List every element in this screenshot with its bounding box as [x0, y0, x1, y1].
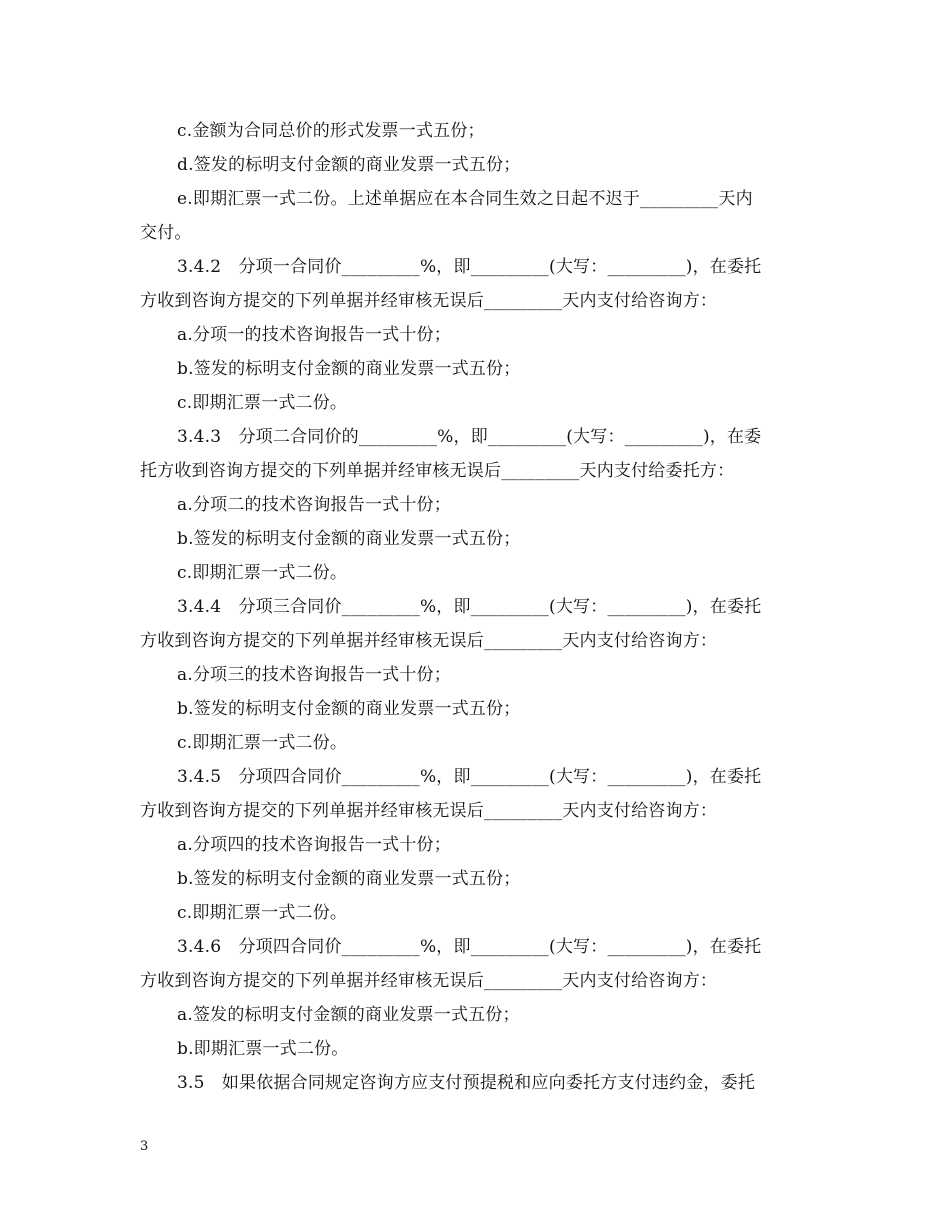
list-item: b.签发的标明支付金额的商业发票一式五份；	[177, 359, 521, 379]
list-item: a.签发的标明支付金额的商业发票一式五份；	[177, 1005, 520, 1025]
list-item: a.分项一的技术咨询报告一式十份；	[177, 325, 451, 345]
text-line: 交付。	[140, 223, 192, 243]
list-item: b.签发的标明支付金额的商业发票一式五份；	[177, 869, 521, 889]
clause-heading: 3.4.6 分项四合同价_________%，即_________(大写：_________)，在委托	[177, 937, 762, 957]
list-item: c.即期汇票一式二份。	[177, 393, 348, 413]
clause-heading: 3.4.4 分项三合同价_________%，即_________(大写：_________)，在委托	[177, 597, 762, 617]
list-item: a.分项四的技术咨询报告一式十份；	[177, 835, 451, 855]
clause-heading: 3.4.3 分项二合同价的_________%，即_________(大写：_________)，在委	[177, 427, 762, 447]
text-line: 方收到咨询方提交的下列单据并经审核无误后_________天内支付给咨询方：	[140, 801, 718, 821]
text-line: d.签发的标明支付金额的商业发票一式五份；	[177, 155, 521, 175]
text-line: 方收到咨询方提交的下列单据并经审核无误后_________天内支付给咨询方：	[140, 971, 718, 991]
list-item: b.签发的标明支付金额的商业发票一式五份；	[177, 529, 521, 549]
body-text	[140, 114, 812, 1100]
list-item: a.分项二的技术咨询报告一式十份；	[177, 495, 451, 515]
text-line: 方收到咨询方提交的下列单据并经审核无误后_________天内支付给咨询方：	[140, 291, 718, 311]
page-number: 3	[140, 1139, 149, 1154]
text-line: 方收到咨询方提交的下列单据并经审核无误后_________天内支付给咨询方：	[140, 631, 718, 651]
clause-heading: 3.4.5 分项四合同价_________%，即_________(大写：_________)，在委托	[177, 767, 762, 787]
list-item: c.即期汇票一式二份。	[177, 903, 348, 923]
text-line: e.即期汇票一式二份。上述单据应在本合同生效之日起不迟于_________天内	[177, 189, 753, 209]
text-line: c.金额为合同总价的形式发票一式五份；	[177, 121, 485, 141]
list-item: c.即期汇票一式二份。	[177, 733, 348, 753]
list-item: a.分项三的技术咨询报告一式十份；	[177, 665, 451, 685]
list-item: b.即期汇票一式二份。	[177, 1039, 349, 1059]
text-line: 托方收到咨询方提交的下列单据并经审核无误后_________天内支付给委托方：	[140, 461, 735, 481]
list-item: b.签发的标明支付金额的商业发票一式五份；	[177, 699, 521, 719]
clause-heading: 3.4.2 分项一合同价_________%，即_________(大写：_________)，在委托	[177, 257, 762, 277]
list-item: c.即期汇票一式二份。	[177, 563, 348, 583]
clause-heading: 3.5 如果依据合同规定咨询方应支付预提税和应向委托方支付违约金，委托	[177, 1073, 756, 1093]
